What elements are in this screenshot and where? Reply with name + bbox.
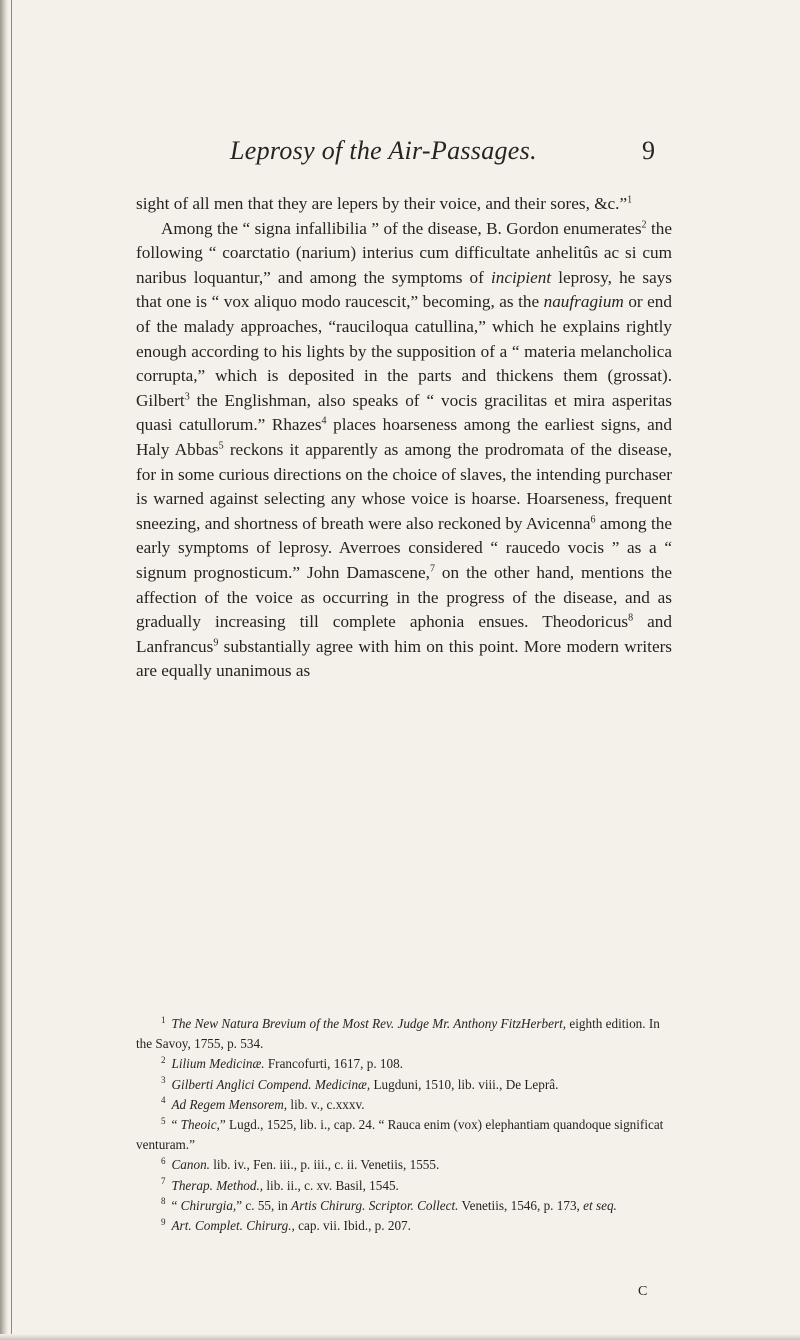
text-run: “ (171, 1197, 181, 1213)
italic-text: Artis Chirurg. Scriptor. Collect. (291, 1197, 459, 1213)
italic-text: Chirurgia, (180, 1197, 237, 1213)
italic-text: Theoic, (180, 1117, 220, 1133)
page-number: 9 (642, 136, 655, 165)
footnote-reference: 2 (641, 218, 647, 230)
footnotes (136, 1014, 672, 1236)
text-run: lib. v., c.xxxv. (287, 1096, 365, 1112)
italic-text: Canon. (171, 1157, 210, 1173)
text-run: Among the “ signa infallibilia ” of the disease, B. Gordon enumerates (161, 218, 642, 238)
text-run: on the other hand, mentions the affection of the voice as occurring in the progress of the disease, and as gradually increasing till complete aphonia ensues. Theodoricus (136, 562, 672, 632)
text-run: places hoarseness among the earliest signs, and Haly Abbas (136, 415, 672, 459)
page-bottom-edge (0, 1334, 800, 1340)
footnote (136, 1054, 672, 1074)
footnote-reference: 3 (184, 391, 190, 403)
italic-text: Art. Complet. Chirurg., (171, 1218, 295, 1234)
text-run: among the early symptoms of leprosy. Averroes considered “ raucedo vocis ” as a “ signum prognosticum.” John Damascene, (136, 513, 672, 582)
paragraph (136, 217, 672, 684)
footnote-reference: 6 (590, 513, 596, 525)
text-run: Venetiis, 1546, p. 173, (458, 1197, 584, 1213)
footnote-reference: 7 (429, 563, 435, 575)
footnote-number: 6 (161, 1156, 166, 1167)
footnote (136, 1115, 672, 1155)
text-run: substantially agree with him on this point. More modern writers are equally unanimous as (136, 636, 672, 681)
footnote (136, 1196, 672, 1216)
footnote (136, 1176, 672, 1196)
footnote (136, 1075, 672, 1095)
footnote-reference: 4 (321, 415, 327, 427)
running-title: Leprosy of the Air-Passages. (230, 136, 537, 165)
footnote-number: 8 (161, 1196, 166, 1207)
footnote (136, 1155, 672, 1175)
italic-text: Therap. Method., (171, 1177, 264, 1193)
italic-text: Ad Regem Mensorem, (171, 1096, 288, 1112)
footnote-number: 4 (161, 1095, 166, 1106)
text-run: “ (171, 1117, 181, 1133)
text-run: sight of all men that they are lepers by their voice, and their sores, &c.” (136, 194, 628, 213)
text-run: ” c. 55, in (236, 1197, 292, 1213)
footnote-reference: 8 (628, 612, 634, 624)
footnote-reference: 9 (213, 636, 219, 648)
body-text (136, 192, 672, 684)
footnote-number: 7 (161, 1176, 166, 1187)
signature-mark: C (638, 1284, 648, 1299)
text-run: lib. ii., c. xv. Basil, 1545. (263, 1177, 399, 1193)
text-run: lib. iv., Fen. iii., p. iii., c. ii. Venetiis, 1555. (209, 1157, 440, 1173)
page-binding-rule (11, 0, 12, 1340)
text-run: ” Lugd., 1525, lib. i., cap. 24. “ Rauca enim (vox) elephantiam quandoque significat venturam.” (136, 1117, 664, 1153)
italic-text: Gilberti Anglici Compend. Medicinæ, (171, 1076, 371, 1092)
text-run: Francofurti, 1617, p. 108. (264, 1056, 403, 1072)
footnote-number: 3 (161, 1075, 166, 1086)
text-run: eighth edition. In the Savoy, 1755, p. 534. (136, 1016, 660, 1052)
footnote-reference: 5 (218, 440, 224, 452)
italic-text: incipient (490, 267, 552, 287)
text-run: the Englishman, also speaks of “ vocis gracilitas et mira asperitas quasi catullorum.” Rhazes (136, 390, 672, 435)
italic-text: Lilium Medicinæ. (171, 1056, 265, 1072)
text-run: Lugduni, 1510, lib. viii., De Leprâ. (370, 1076, 559, 1092)
text-run: cap. vii. Ibid., p. 207. (294, 1218, 411, 1234)
footnote-number: 2 (161, 1055, 166, 1066)
text-run: or end of the malady approaches, “rauciloqua catullina,” which he explains rightly enough according to his lights by the supposition of a “ materia melancholica corrupta,” which is deposited in the parts and thickens them (grossat). Gilbert (136, 292, 672, 410)
text-run: leprosy, he says that one is “ vox aliquo modo raucescit,” becoming, as the (136, 267, 672, 312)
footnote-reference: 1 (627, 194, 633, 206)
italic-text: et seq. (583, 1197, 617, 1213)
text-run: the following “ coarctatio (narium) interius cum difficultate anhelitûs ac si cum naribus loquantur,” and among the symptoms of (136, 218, 673, 287)
footnote (136, 1095, 672, 1115)
page-binding-edge (0, 0, 8, 1340)
footnote (136, 1216, 672, 1236)
text-run: and Lanfrancus (136, 612, 672, 656)
footnote (136, 1014, 672, 1054)
italic-text: The New Natura Brevium of the Most Rev. Judge Mr. Anthony FitzHerbert, (171, 1016, 567, 1031)
paragraph (136, 192, 672, 217)
footnote-number: 1 (161, 1014, 166, 1025)
footnote-number: 9 (161, 1216, 166, 1227)
italic-text: naufragium (543, 292, 624, 312)
footnote-number: 5 (161, 1115, 166, 1126)
text-run: reckons it apparently as among the prodromata of the disease, for in some curious directions on the choice of slaves, the intending purchaser is warned against selecting any whose voice is hoarse. Hoarseness, frequent sneezing, and shortness of breath were also reckoned by Avicenna (136, 439, 673, 533)
